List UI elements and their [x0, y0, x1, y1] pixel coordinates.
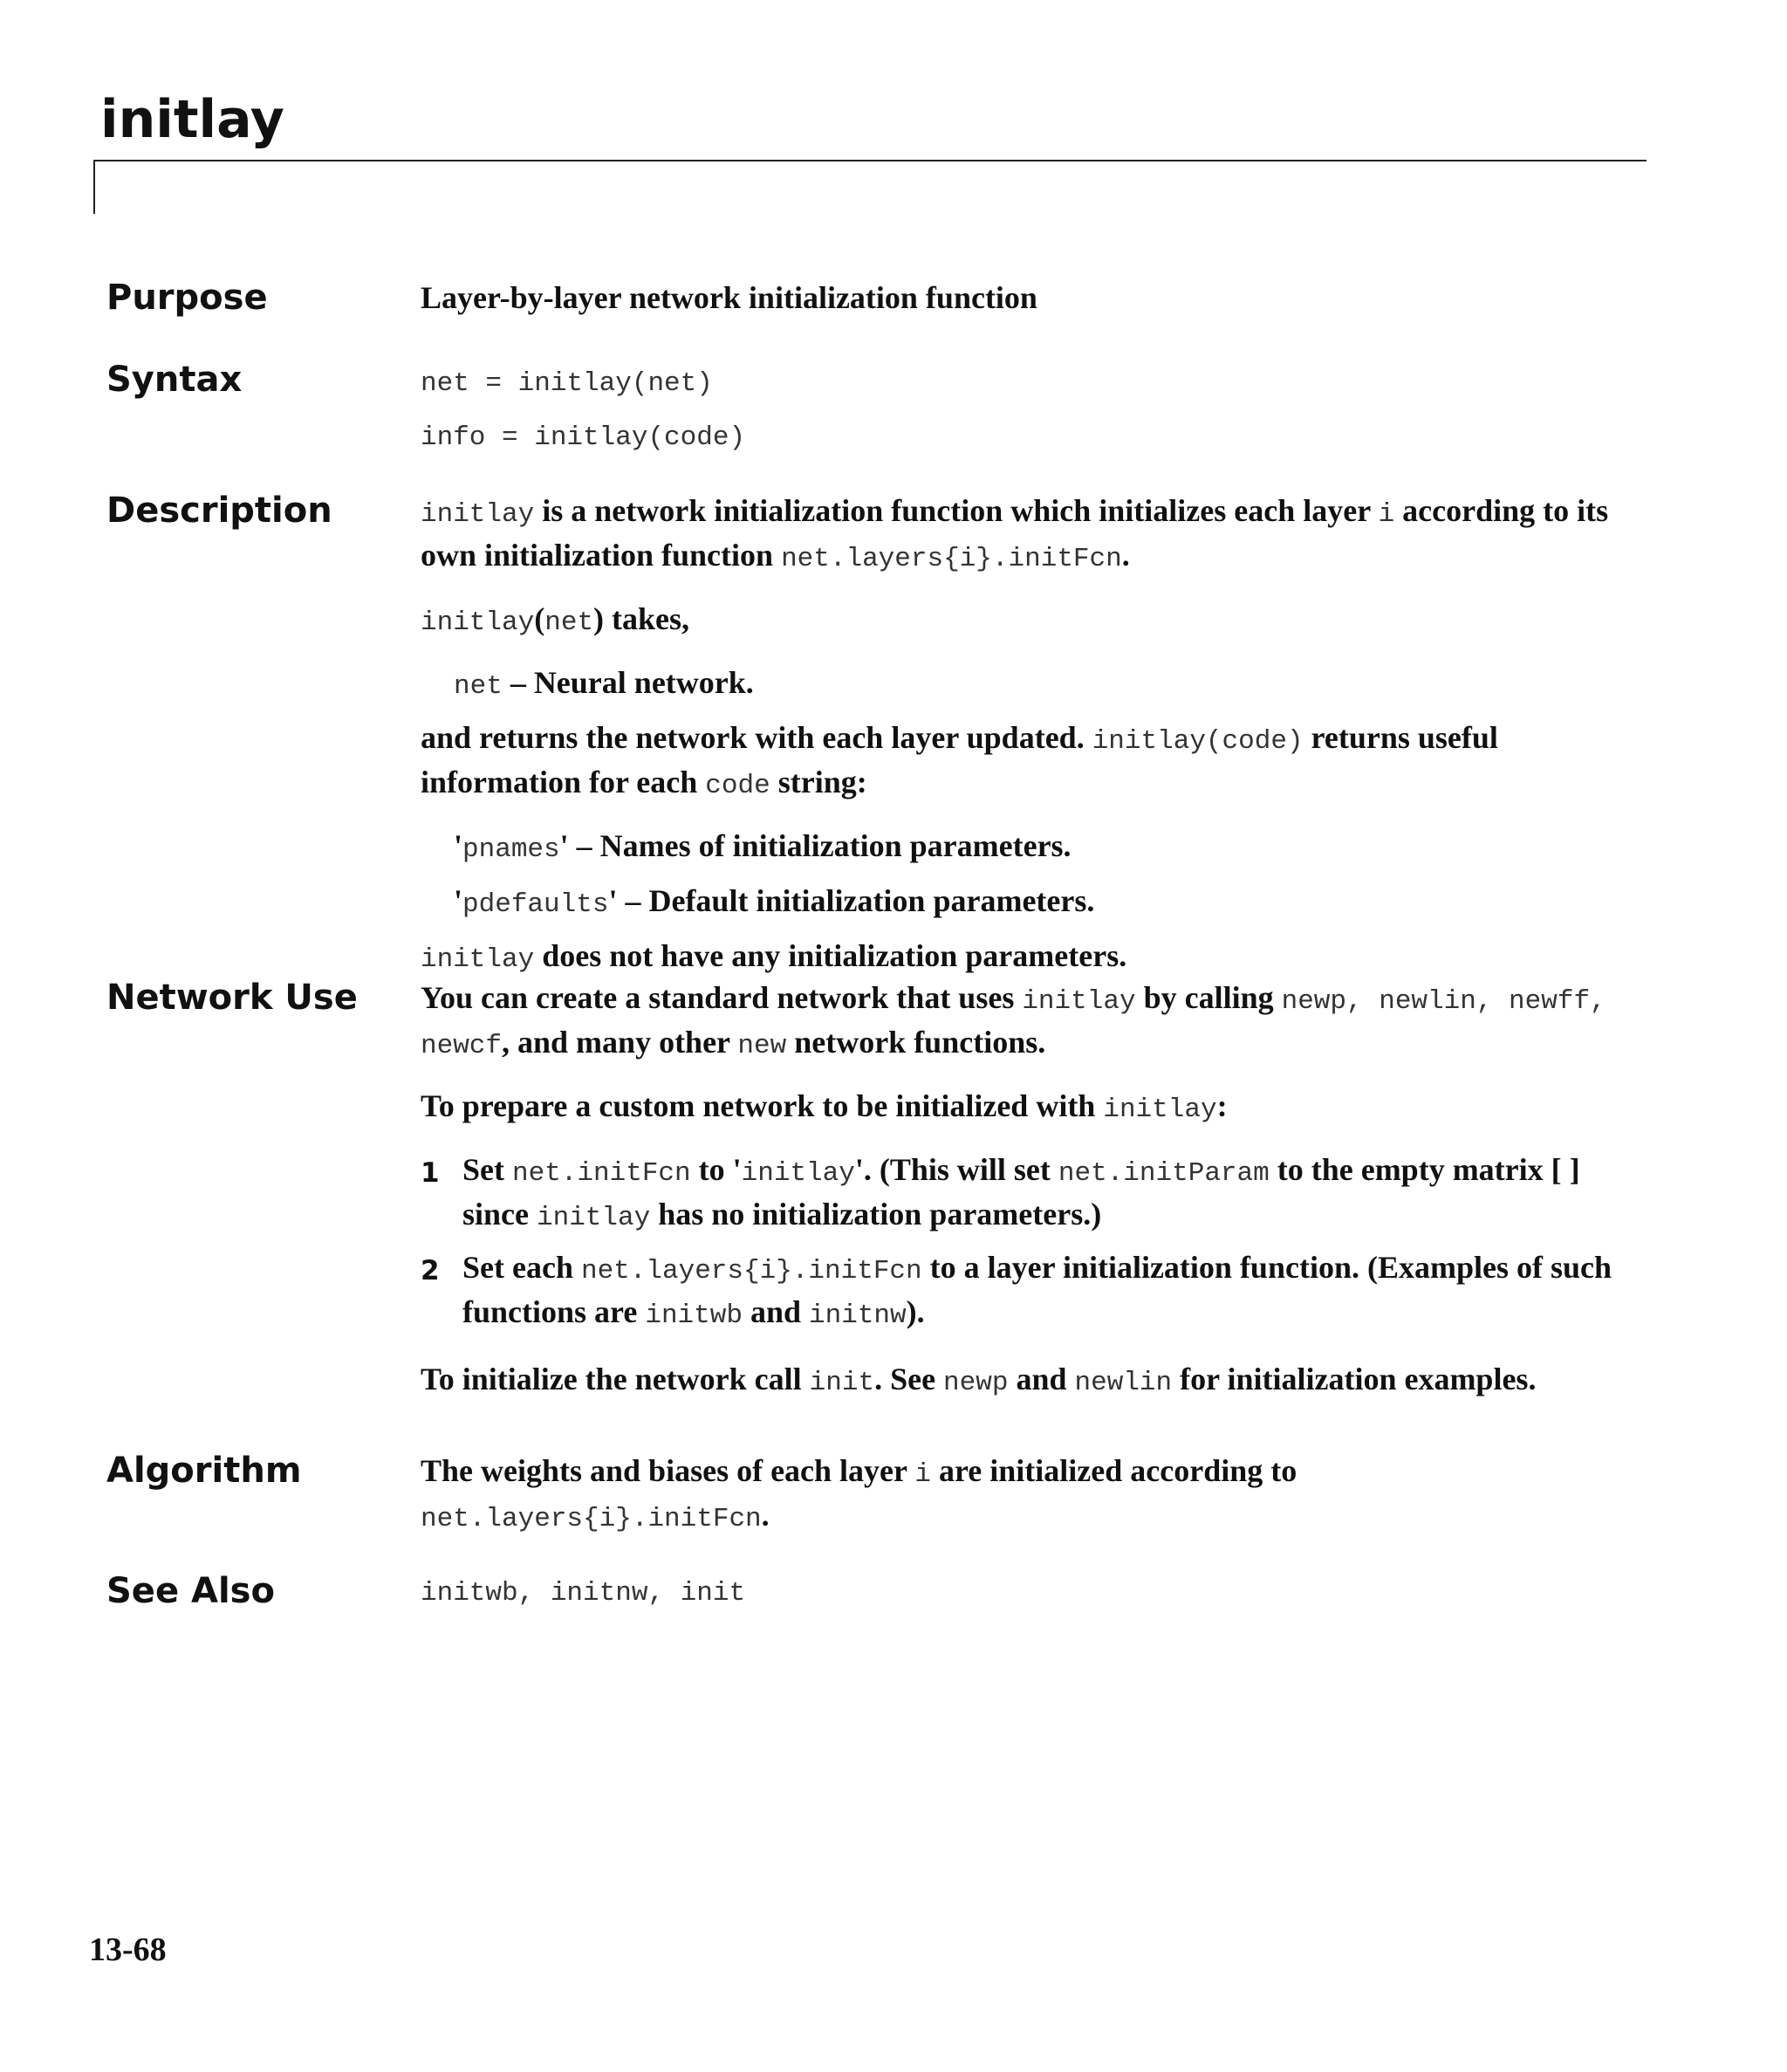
see-also-links: initwb, initnw, init — [421, 1578, 746, 1609]
description-label: Description — [106, 491, 332, 531]
text-run: ' — [454, 883, 463, 918]
code-newlin: newlin — [1074, 1368, 1173, 1398]
code-layer-initfcn: net.layers{i}.initFcn — [580, 1256, 922, 1286]
code-initlay-code: initlay(code) — [1092, 726, 1304, 757]
purpose-label: Purpose — [106, 278, 268, 318]
algorithm-body — [421, 1451, 1625, 1559]
network-use-paragraph — [421, 1086, 1625, 1130]
description-paragraph — [421, 717, 1625, 806]
step-item — [421, 1149, 1625, 1238]
code-new: new — [737, 1031, 787, 1061]
text-run: ). — [906, 1294, 925, 1329]
text-run: You can create a standard network that uses — [421, 980, 1023, 1015]
text-run: Set each — [462, 1250, 581, 1285]
param-net — [454, 662, 1625, 707]
text-run: . — [761, 1498, 770, 1533]
text-run: Set — [462, 1152, 512, 1187]
code-initlay: initlay — [741, 1158, 855, 1189]
header-rule — [93, 160, 1647, 161]
text-run: The weights and biases of each layer — [421, 1453, 915, 1488]
text-run: network functions. — [786, 1025, 1046, 1060]
text-run: – Default initialization parameters. — [617, 883, 1095, 918]
algorithm-paragraph — [421, 1451, 1625, 1540]
step-item — [421, 1247, 1625, 1336]
description-paragraph — [421, 599, 1625, 643]
code-initlay: initlay — [1103, 1094, 1217, 1125]
param-pnames — [454, 826, 1625, 870]
text-run: string: — [770, 765, 867, 799]
text-run: according to its own initialization function — [421, 493, 1609, 573]
code-initparam: net.initParam — [1058, 1158, 1270, 1189]
code-net: net — [544, 607, 594, 638]
code-functions: newp, newlin, newff, newcf — [421, 986, 1606, 1061]
code-initlay: initlay — [537, 1203, 651, 1233]
text-run: . — [1121, 538, 1130, 573]
code-layer-initfcn: net.layers{i}.initFcn — [421, 1504, 762, 1534]
text-run: are initialized according to — [930, 1453, 1297, 1488]
text-run: ( — [534, 601, 545, 636]
text-run: To initialize the network call — [421, 1362, 810, 1396]
code-initwb: initwb — [645, 1300, 743, 1331]
text-run: – Names of initialization parameters. — [568, 828, 1072, 863]
text-run: : — [1216, 1088, 1228, 1123]
steps-list — [421, 1149, 1625, 1336]
param-pdefaults — [454, 881, 1625, 925]
text-run: and — [742, 1294, 810, 1329]
text-run: and returns the network with each layer updated. — [421, 720, 1092, 755]
network-use-label: Network Use — [106, 978, 358, 1018]
text-run: is a network initialization function which initializes each layer — [534, 493, 1379, 528]
purpose-body — [421, 278, 1625, 337]
see-also-body — [421, 1578, 1625, 1632]
description-body — [421, 491, 1625, 999]
code-initlay: initlay — [421, 499, 535, 530]
network-use-body — [421, 978, 1625, 1423]
code-net: net — [454, 671, 503, 702]
network-use-paragraph — [421, 1359, 1625, 1403]
text-run: to ' — [690, 1152, 742, 1187]
description-paragraph — [421, 936, 1625, 980]
code-i: i — [1378, 499, 1395, 530]
text-run: returns useful information for each — [421, 720, 1498, 799]
text-run: , and many other — [502, 1025, 738, 1060]
text-run: '. (This will set — [854, 1152, 1058, 1187]
text-run: to the empty matrix [ ] since — [462, 1152, 1580, 1232]
text-run: To prepare a custom network to be initialized with — [421, 1088, 1104, 1123]
code-init: init — [809, 1368, 875, 1398]
code-initnw: initnw — [809, 1300, 907, 1331]
algorithm-label: Algorithm — [106, 1451, 302, 1491]
header-rule-tick — [93, 160, 95, 214]
syntax-line: net = initlay(net) — [421, 368, 713, 399]
text-run: . See — [874, 1362, 944, 1396]
page-title: initlay — [100, 89, 284, 150]
description-paragraph — [421, 491, 1625, 580]
code-initfcn: net.layers{i}.initFcn — [781, 544, 1122, 574]
syntax-label: Syntax — [106, 360, 243, 400]
text-run: ' — [608, 883, 618, 918]
code-initfcn: net.initFcn — [512, 1158, 691, 1189]
step-number: 2 — [421, 1255, 440, 1286]
text-run: ) takes, — [593, 601, 690, 636]
network-use-paragraph — [421, 978, 1625, 1067]
text-run: does not have any initialization parameters. — [534, 938, 1127, 973]
text-run: ' — [454, 828, 463, 863]
see-also-label: See Also — [106, 1571, 275, 1611]
purpose-text: Layer-by-layer network initialization function — [421, 280, 1037, 315]
text-run: to a layer initialization function. (Examples of such functions are — [462, 1250, 1612, 1329]
syntax-line: info = initlay(code) — [421, 422, 746, 453]
code-initlay: initlay — [421, 944, 535, 975]
syntax-body — [421, 368, 1625, 477]
code-initlay: initlay — [1022, 986, 1136, 1017]
code-newp: newp — [943, 1368, 1009, 1398]
code-initlay: initlay — [421, 607, 535, 638]
code-pdefaults: pdefaults — [462, 889, 609, 920]
code-pnames: pnames — [462, 834, 560, 865]
code-code: code — [705, 771, 770, 801]
text-run: and — [1008, 1362, 1075, 1396]
text-run: ' — [559, 828, 569, 863]
text-run: has no initialization parameters.) — [650, 1197, 1102, 1232]
text-run: – Neural network. — [502, 665, 754, 700]
code-i: i — [914, 1459, 931, 1490]
step-number: 1 — [421, 1157, 440, 1189]
text-run: for initialization examples. — [1172, 1362, 1537, 1396]
page-number: 13-68 — [89, 1931, 167, 1968]
text-run: by calling — [1135, 980, 1282, 1015]
